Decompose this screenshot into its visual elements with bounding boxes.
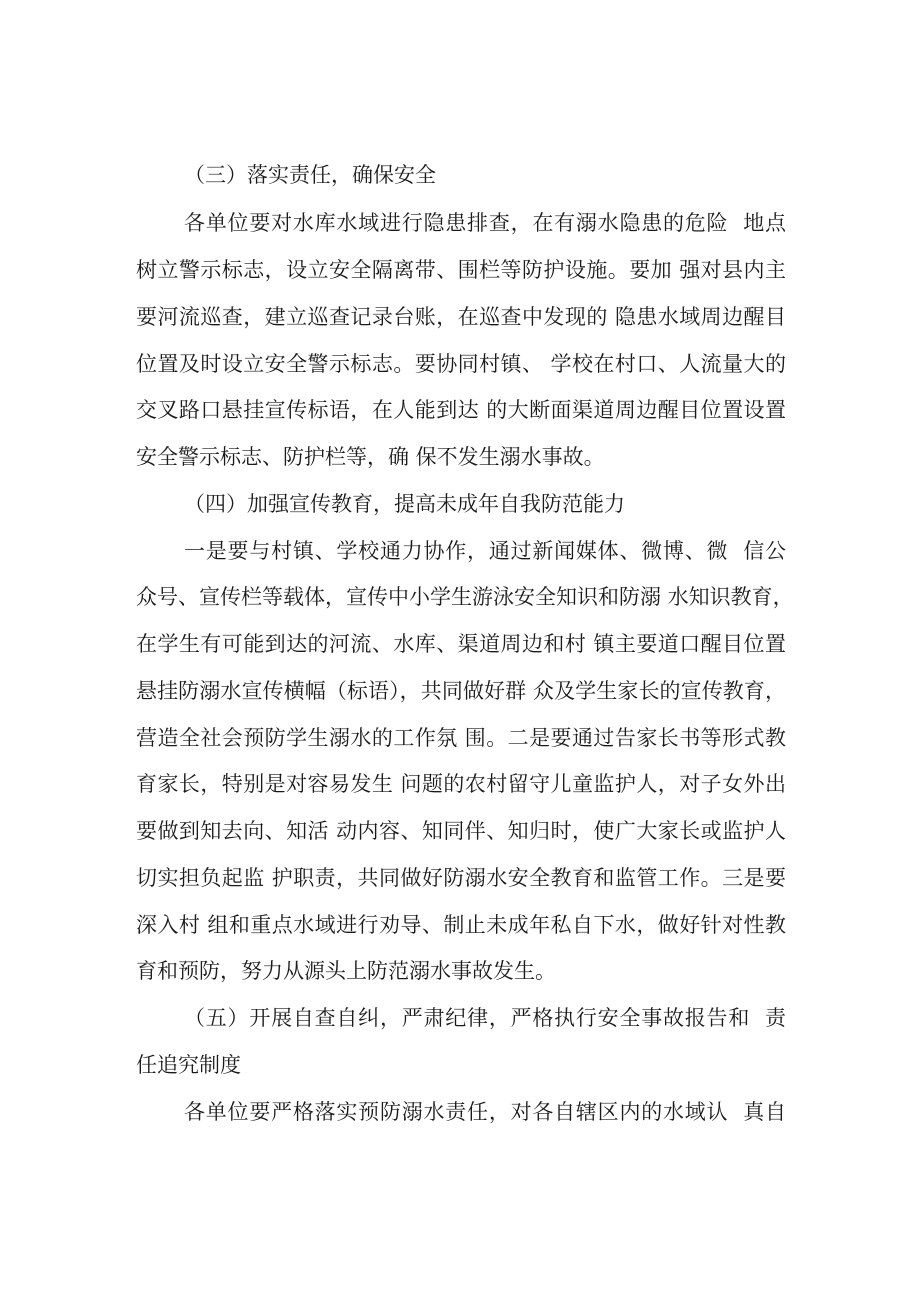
section-4-paragraph-line: 悬挂防溺水宣传横幅（标语），共同做好群 众及学生家长的宣传教育， [136, 679, 786, 703]
section-3-heading: （三）落实责任，确保安全 [184, 163, 436, 187]
section-5-paragraph-line: 各单位要严格落实预防溺水责任，对各自辖区内的水域认 真自 [184, 1100, 786, 1124]
section-4-paragraph-line: 一是要与村镇、学校通力协作，通过新闻媒体、微博、微 信公 [184, 539, 786, 563]
section-4-paragraph-line: 育家长，特别是对容易发生 问题的农村留守儿童监护人，对子女外出 [136, 772, 786, 796]
section-3-paragraph-line: 交叉路口悬挂宣传标语，在人能到达 的大断面渠道周边醒目位置设置 [136, 398, 786, 422]
section-3-paragraph-line: 树立警示标志，设立安全隔离带、围栏等防护设施。要加 强对县内主 [136, 258, 786, 282]
section-5-heading-line: （五）开展自查自纠，严肃纪律，严格执行安全事故报告和 责 [184, 1006, 786, 1030]
section-4-paragraph-line: 营造全社会预防学生溺水的工作氛 围。二是要通过告家长书等形式教 [136, 726, 786, 750]
section-5-heading-line: 任追究制度 [136, 1053, 241, 1077]
section-4-heading: （四）加强宣传教育，提高未成年自我防范能力 [184, 492, 625, 516]
section-3-paragraph-line: 位置及时设立安全警示标志。要协同村镇、 学校在村口、人流量大的 [136, 352, 786, 376]
section-4-paragraph-line: 深入村 组和重点水域进行劝导、制止未成年私自下水，做好针对性教 [136, 913, 786, 937]
section-3-paragraph-line: 要河流巡查，建立巡查记录台账，在巡查中发现的 隐患水域周边醒目 [136, 305, 786, 329]
section-4-paragraph-line: 切实担负起监 护职责，共同做好防溺水安全教育和监管工作。三是要 [136, 866, 786, 890]
section-3-paragraph-line: 安全警示标志、防护栏等，确 保不发生溺水事故。 [136, 445, 605, 469]
section-4-paragraph-line: 育和预防，努力从源头上防范溺水事故发生。 [136, 959, 556, 983]
section-4-paragraph-line: 众号、宣传栏等载体，宣传中小学生游泳安全知识和防溺 水知识教育， [136, 585, 794, 609]
section-4-paragraph-line: 要做到知去向、知活 动内容、知同伴、知归时，使广大家长或监护人 [136, 819, 786, 843]
section-3-paragraph-line: 各单位要对水库水域进行隐患排查，在有溺水隐患的危险 地点 [184, 211, 786, 235]
section-4-paragraph-line: 在学生有可能到达的河流、水库、渠道周边和村 镇主要道口醒目位置 [136, 632, 786, 656]
